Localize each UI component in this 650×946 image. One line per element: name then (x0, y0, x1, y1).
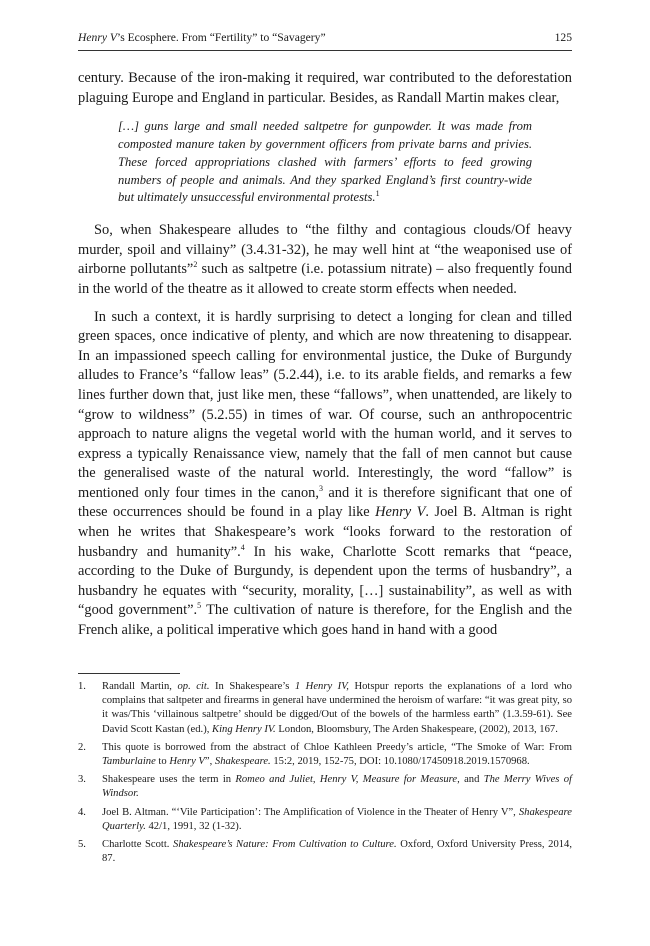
footnote-text: Joel B. Altman. “‘Vile Participation’: The Amplification of Violence in the Theater of Henry V”, (102, 806, 519, 818)
footnote-number: 2. (78, 741, 86, 753)
footnote-text: Shakespeare uses the term in (102, 774, 236, 786)
footnote-italic: 1 Henry IV, (294, 681, 349, 692)
footnote-divider (78, 673, 180, 674)
footnote-text: 42/1, 1991, 32 (1-32). (145, 820, 242, 832)
paragraph-3-text-b: and it is therefore significant that one of these occurrences should be found in a play like (78, 484, 572, 521)
footnote-number: 1. (78, 681, 86, 692)
footnote-text: and (459, 774, 484, 786)
footnote-text: Charlotte Scott. (102, 839, 174, 851)
body-text (78, 69, 572, 641)
footnote-text: ”, (204, 756, 215, 768)
footnote-number: 4. (78, 806, 86, 818)
footnote-italic: op. cit. (177, 681, 210, 692)
paragraph-1: century. Because of the iron-making it required, war contributed to the deforestation plaguing Europe and England in particular. Besides, as Randall Martin makes clear, (78, 70, 572, 106)
paragraph-2 (78, 221, 572, 299)
paragraph-3 (78, 308, 572, 641)
footnote-number: 3. (78, 774, 86, 786)
footnote-text: 15:2, 2019, 152-75, DOI: 10.1080/17450918.2019.1570968. (270, 756, 530, 768)
footnote-2 (78, 741, 572, 769)
footnote-3 (78, 773, 572, 801)
paragraph-2-text-b: such as saltpetre (i.e. potassium nitrate) – also frequently found in the world of the theatre as it allowed to create storm effects when needed. (78, 261, 572, 297)
paragraph-3-text-d: In his wake, Charlotte Scott remarks that “peace, according to the Duke of Burgundy, is dependent upon the terms of husbandry”, a husbandry he equates with “security, morality, […] sustainability”, as well as with “good government”. (78, 543, 572, 619)
block-quote-text: […] guns large and small needed saltpetre for gunpowder. It was made from composted manure taken by government officers from private barns and privies. These forced appropriations clashed with farmers’ efforts to feed growing numbers of people and animals. And they sparked England’s first country-wide but ultimately unsuccessful environmental protests. (118, 119, 532, 205)
footnote-5 (78, 838, 572, 866)
running-title-rest: ’s Ecosphere. From “Fertility” to “Savagery” (116, 31, 326, 44)
footnote-text: In Shakespeare’s (209, 681, 295, 692)
footnote-text: Hotspur reports the explanations of a lord who complains that saltpeter and firearms in general have undermined the heroism of warfare: “it was great pity, so it was/This ‘villainous saltpetre’ should be digged/Out of the bowels of the harmless earth” (1.3.59-61). See David Scott Kastan (ed.), (102, 681, 572, 735)
footnote-italic: Henry V (169, 756, 205, 768)
running-header (78, 31, 572, 47)
header-divider (78, 50, 572, 51)
footnote-ref-4[interactable]: 4 (240, 542, 245, 552)
running-title-play: Henry V (78, 31, 117, 44)
footnote-text: This quote is borrowed from the abstract of Chloe Kathleen Preedy’s article, “The Smoke of War: From (102, 741, 572, 753)
footnote-text: Randall Martin, (102, 681, 178, 692)
footnote-italic: The Merry Wives of Windsor. (102, 774, 572, 800)
footnote-text: to (155, 756, 170, 768)
footnote-1 (78, 680, 572, 737)
footnotes (78, 680, 572, 870)
footnote-ref-2[interactable]: 2 (193, 260, 198, 270)
footnote-ref-5[interactable]: 5 (197, 601, 202, 611)
paragraph-2-text-a: So, when Shakespeare alludes to “the filthy and contagious clouds/Of heavy murder, spoil and villainy” (3.4.31-32), he may well hint at “the weaponised use of airborne pollutants” (78, 222, 572, 278)
paragraph-3-text-a: In such a context, it is hardly surprising to detect a longing for clean and tilled green spaces, once indicative of plenty, and which are now threatening to disappear. In an impassioned speech calling for environmental justice, the Duke of Burgundy alludes to France’s “fallow leas” (5.2.44), i.e. to its arable fields, and remarks a few lines further down that, just like men, these “fallows”, when unattended, are likely to “grow to wildness” (5.2.55) in times of war. Of course, such an anthropocentric approach to nature aligns the vegetal world with the human world, and it serves to express a typically Renaissance view, namely that the fall of men cannot but cause the generalised waste of the natural world. Interestingly, the word “fallow” is mentioned only four times in the canon, (78, 308, 572, 501)
footnote-italic: Shakespeare Quarterly. (102, 806, 572, 832)
footnote-number: 5. (78, 839, 86, 851)
footnote-text: London, Bloomsbury, The Arden Shakespeare, (2002), 2013, 167. (275, 723, 558, 735)
footnote-italic: Shakespeare. (214, 756, 271, 768)
footnote-italic: King Henry IV. (212, 723, 276, 735)
footnote-ref-3[interactable]: 3 (318, 484, 323, 494)
footnote-ref-1[interactable]: 1 (375, 189, 380, 199)
footnote-italic: Shakespeare’s Nature: From Cultivation to Culture. (173, 839, 397, 851)
footnote-italic: Tamburlaine (102, 756, 156, 768)
block-quote (118, 118, 532, 207)
paragraph-3-play-title: Henry V (375, 504, 426, 521)
footnote-text: Oxford, Oxford University Press, 2014, 87. (102, 839, 572, 865)
page-number: 125 (554, 31, 572, 44)
paragraph-3-text-e: The cultivation of nature is therefore, for the English and the French alike, a political imperative which goes hand in hand with a good (78, 602, 572, 639)
footnote-4 (78, 806, 572, 834)
running-title (78, 31, 326, 44)
footnote-italic: Romeo and Juliet, Henry V, Measure for Measure, (235, 774, 460, 786)
paragraph-3-text-c: . Joel B. Altman is right when he writes that Shakespeare’s work “looks forward to the restoration of husbandry and humanity”. (78, 504, 572, 560)
